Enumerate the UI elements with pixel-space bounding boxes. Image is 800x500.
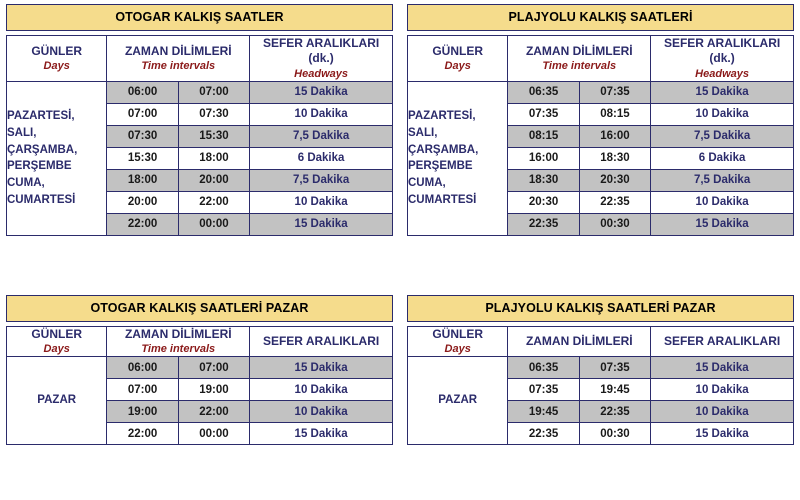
header-headways-en: Headways xyxy=(695,67,749,80)
panel-otogar-sunday xyxy=(6,295,393,496)
table-header-row xyxy=(7,326,393,356)
cell-start: 22:00 xyxy=(107,423,178,445)
panel-title: PLAJYOLU KALKIŞ SAATLERİ xyxy=(407,4,794,31)
cell-end: 22:00 xyxy=(178,401,249,423)
header-intervals-en: Time intervals xyxy=(141,60,216,73)
header-headways xyxy=(651,326,794,356)
header-headways xyxy=(250,36,393,82)
cell-headway: 15 Dakika xyxy=(250,213,393,235)
timetable-grid xyxy=(6,4,794,496)
cell-headway: 7,5 Dakika xyxy=(651,125,794,147)
table-header-row xyxy=(408,36,794,82)
header-intervals xyxy=(508,36,651,82)
header-headways-tr: SEFER ARALIKLARI (dk.) xyxy=(663,36,781,66)
cell-headway: 7,5 Dakika xyxy=(250,169,393,191)
cell-headway: 10 Dakika xyxy=(250,103,393,125)
timetable-table xyxy=(6,326,393,445)
cell-start: 06:35 xyxy=(508,357,579,379)
panel-plajyolu-weekday xyxy=(407,4,794,287)
cell-headway: 10 Dakika xyxy=(250,191,393,213)
cell-headway: 15 Dakika xyxy=(651,213,794,235)
days-label: PAZARTESİ, SALI, ÇARŞAMBA, PERŞEMBE CUMA, CUMARTESİ xyxy=(7,81,107,235)
header-days-en: Days xyxy=(43,60,70,73)
header-days-en: Days xyxy=(43,343,70,356)
cell-end: 00:00 xyxy=(178,213,249,235)
cell-headway: 15 Dakika xyxy=(651,423,794,445)
header-days-tr: GÜNLER xyxy=(31,43,83,58)
cell-headway: 15 Dakika xyxy=(651,81,794,103)
cell-headway: 10 Dakika xyxy=(250,401,393,423)
days-label: PAZAR xyxy=(7,357,107,445)
cell-start: 07:35 xyxy=(508,103,579,125)
header-days xyxy=(408,326,508,356)
cell-headway: 7,5 Dakika xyxy=(250,125,393,147)
cell-start: 06:00 xyxy=(107,357,178,379)
table-row xyxy=(408,81,794,103)
cell-headway: 15 Dakika xyxy=(250,423,393,445)
cell-headway: 15 Dakika xyxy=(651,357,794,379)
cell-headway: 15 Dakika xyxy=(250,81,393,103)
cell-end: 07:00 xyxy=(178,357,249,379)
header-intervals-en: Time intervals xyxy=(542,60,617,73)
header-headways xyxy=(250,326,393,356)
header-days-en: Days xyxy=(444,60,471,73)
header-days xyxy=(7,36,107,82)
header-days-tr: GÜNLER xyxy=(432,326,484,341)
cell-start: 07:35 xyxy=(508,379,579,401)
header-intervals-tr: ZAMAN DİLİMLERİ xyxy=(525,333,633,348)
cell-start: 19:45 xyxy=(508,401,579,423)
cell-start: 19:00 xyxy=(107,401,178,423)
cell-end: 07:00 xyxy=(178,81,249,103)
cell-start: 16:00 xyxy=(508,147,579,169)
cell-headway: 10 Dakika xyxy=(651,379,794,401)
table-row xyxy=(408,357,794,379)
header-intervals-tr: ZAMAN DİLİMLERİ xyxy=(124,326,232,341)
header-days-tr: GÜNLER xyxy=(31,326,83,341)
header-days-tr: GÜNLER xyxy=(432,43,484,58)
panel-title: OTOGAR KALKIŞ SAATLERİ PAZAR xyxy=(6,295,393,322)
cell-start: 20:30 xyxy=(508,191,579,213)
panel-plajyolu-sunday xyxy=(407,295,794,496)
table-row xyxy=(7,81,393,103)
cell-start: 18:30 xyxy=(508,169,579,191)
cell-end: 22:00 xyxy=(178,191,249,213)
cell-start: 06:35 xyxy=(508,81,579,103)
cell-end: 00:00 xyxy=(178,423,249,445)
cell-end: 08:15 xyxy=(579,103,650,125)
cell-end: 18:30 xyxy=(579,147,650,169)
header-days-en: Days xyxy=(444,343,471,356)
timetable-table xyxy=(407,326,794,445)
cell-end: 07:35 xyxy=(579,81,650,103)
cell-start: 22:00 xyxy=(107,213,178,235)
cell-end: 00:30 xyxy=(579,213,650,235)
cell-start: 22:35 xyxy=(508,213,579,235)
cell-start: 07:30 xyxy=(107,125,178,147)
cell-start: 15:30 xyxy=(107,147,178,169)
cell-end: 16:00 xyxy=(579,125,650,147)
header-days xyxy=(7,326,107,356)
header-days xyxy=(408,36,508,82)
cell-end: 15:30 xyxy=(178,125,249,147)
panel-otogar-weekday xyxy=(6,4,393,287)
timetable-table xyxy=(407,35,794,236)
table-row xyxy=(7,357,393,379)
cell-end: 07:30 xyxy=(178,103,249,125)
cell-start: 18:00 xyxy=(107,169,178,191)
cell-end: 00:30 xyxy=(579,423,650,445)
header-headways-tr: SEFER ARALIKLARI xyxy=(262,333,380,348)
cell-end: 07:35 xyxy=(579,357,650,379)
header-headways-en: Headways xyxy=(294,67,348,80)
cell-end: 20:00 xyxy=(178,169,249,191)
header-intervals-tr: ZAMAN DİLİMLERİ xyxy=(124,43,232,58)
header-headways-tr: SEFER ARALIKLARI (dk.) xyxy=(262,36,380,66)
days-label: PAZAR xyxy=(408,357,508,445)
panel-title: OTOGAR KALKIŞ SAATLER xyxy=(6,4,393,31)
cell-end: 18:00 xyxy=(178,147,249,169)
cell-end: 22:35 xyxy=(579,191,650,213)
cell-start: 07:00 xyxy=(107,379,178,401)
panel-title: PLAJYOLU KALKIŞ SAATLERİ PAZAR xyxy=(407,295,794,322)
header-intervals xyxy=(107,326,250,356)
cell-start: 07:00 xyxy=(107,103,178,125)
days-label: PAZARTESİ, SALI, ÇARŞAMBA, PERŞEMBE CUMA, CUMARTESİ xyxy=(408,81,508,235)
header-headways-tr: SEFER ARALIKLARI xyxy=(663,333,781,348)
cell-start: 20:00 xyxy=(107,191,178,213)
header-intervals-tr: ZAMAN DİLİMLERİ xyxy=(525,43,633,58)
cell-headway: 7,5 Dakika xyxy=(651,169,794,191)
cell-headway: 6 Dakika xyxy=(651,147,794,169)
cell-end: 19:45 xyxy=(579,379,650,401)
table-header-row xyxy=(408,326,794,356)
header-intervals-en: Time intervals xyxy=(141,343,216,356)
header-headways xyxy=(651,36,794,82)
cell-end: 20:30 xyxy=(579,169,650,191)
cell-headway: 10 Dakika xyxy=(250,379,393,401)
cell-headway: 10 Dakika xyxy=(651,103,794,125)
cell-start: 22:35 xyxy=(508,423,579,445)
cell-end: 22:35 xyxy=(579,401,650,423)
cell-start: 08:15 xyxy=(508,125,579,147)
timetable-table xyxy=(6,35,393,236)
cell-headway: 6 Dakika xyxy=(250,147,393,169)
cell-headway: 10 Dakika xyxy=(651,401,794,423)
header-intervals xyxy=(107,36,250,82)
cell-headway: 10 Dakika xyxy=(651,191,794,213)
cell-headway: 15 Dakika xyxy=(250,357,393,379)
table-header-row xyxy=(7,36,393,82)
cell-start: 06:00 xyxy=(107,81,178,103)
cell-end: 19:00 xyxy=(178,379,249,401)
header-intervals xyxy=(508,326,651,356)
